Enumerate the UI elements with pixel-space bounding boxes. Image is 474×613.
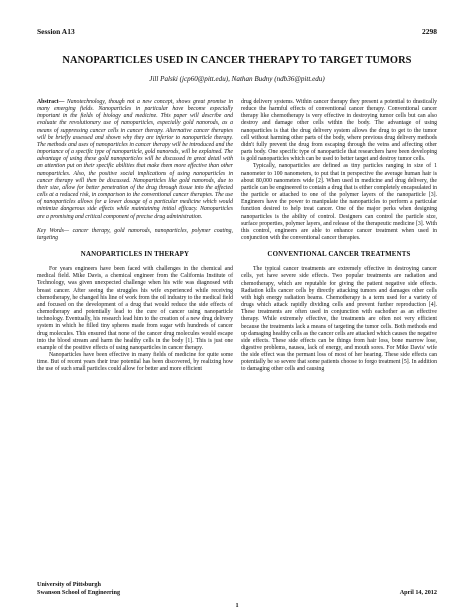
abstract-text: Nanotechnology, though not a new concept, shows great promise in many emerging fields. Nanoparticles in particular have become especially important in the fields of biology and medicine. This paper will describe and evaluate the revolutionary use of nanoparticles, especially gold nanorods, as a means of suppressing cancer cells in cancer therapy. Alternative cancer therapies will be briefly assessed and shown why they are inferior to nanoparticle therapy. The methods and uses of nanoparticles in cancer therapy will be introduced and the importance of a specific type of nanoparticle, gold nanorods, will be explained. The advantage of using these gold nanoparticles will be discussed in great detail with an attention put on their specific abilities that make them more effective than other nanoparticles. Also, the positive social implications of using nanoparticles in cancer therapy will then be discussed. Nanoparticles like gold nanorods, due to their size, allow for better penetration of the drug through tissue into the affected cells at a reduced risk, in comparison to the conventional cancer therapies. The use of nanoparticles allows for a lower dosage of a particular medicine which would minimize dangerous side effects while maintaining initial efficacy. Nanoparticles are a promising and critical component of precise drug administration. [37,99,233,220]
paper-number: 2298 [422,27,437,36]
left-column [37,99,233,373]
intro-paragraph-1: For years engineers have been faced with challenges in the chemical and medical field. Mike Davis, a chemical engineer from the California Institute of Technology, was given unexpected challenge when his wife was diagnosed with breast cancer. After seeing the struggles his wife experienced while receiving chemotherapy, he changed his line of work from the oil industry to the medical field and focused on the development of a drug that would reduce the side effects of chemotherapy and potentially lead to the cure of cancer using nanoparticle technology. Eventually, his research lead him to the creation of a new drug delivery system in which he filled tiny spheres made from sugar with hundreds of cancer drug molecules. This ensured that none of the cancer drug molecules would escape into the blood stream and harm the healthy cells in the body [1]. This is just one example of the positive effects of using nanoparticles in cancer therapy. [37,266,233,351]
abstract-lead: Abstract— [37,99,65,105]
right-column [241,99,437,374]
section-heading-nanoparticles: NANOPARTICLES IN THERAPY [80,250,190,258]
footer-date: April 14, 2012 [399,589,437,596]
right-paragraph-2: Typically, nanoparticles are defined as tiny particles ranging in size of 1 nanometer to 100 nanometers, to put that in perspective the average human hair is about 80,000 nanometers wide [2]. When used in medicine and drug delivery, the particle can be engineered to contain a drug that is either completely encapsulated in the particle or attached to one of the polymer layers of the nanoparticle [3]. Engineers have the power to manipulate the nanoparticles to perform a particular function desired to help treat cancer. One of the major perks when designing nanoparticles is the ability of control. Designers can control the particle size, surface properties, polymer layers, and release of the therapeutic medicine [3]. With this control, engineers are able to enhance cancer treatment when used in conjunction with the conventional cancer therapies. [241,163,437,241]
keywords: Key Words— cancer therapy, gold nanorods, nanoparticles, polymer coating, targeting [37,227,233,241]
footer-school: Swanson School of Engineering [37,588,121,596]
abstract [37,99,233,221]
intro-paragraph-2: Nanoparticles have been effective in many fields of medicine for quite some time. But of recent years their true potential has been discovered, by realizing how the use of such small particles could allow for better and more efficient [37,352,233,373]
section-heading-conventional: CONVENTIONAL CANCER TREATMENTS [267,251,411,259]
page-number: 1 [235,602,239,609]
footer-affiliation [37,581,120,596]
paper-title: NANOPARTICLES USED IN CANCER THERAPY TO TARGET TUMORS [62,55,412,66]
footer-university: University of Pittsburgh [37,581,101,588]
right-paragraph-3: The typical cancer treatments are extremely effective in destroying cancer cells, yet have severe side effects. Two popular treatments are radiation and chemotherapy, which are reputable for giving the patient negative side effects. Radiation kills cancer cells by directly attacking tumors and damages other cells with high energy radiation beams. Chemotherapy is a term used for a variety of drugs which attack rapidly dividing cells and prevent further reproduction [4]. These treatments are often used in conjunction with eachother as an effective therapy. While extremely effective, the treatments are often not very efficient because the treatments lack a means of targeting the tumor cells. Both methods end up damaging healthy cells as the cancer cells are attacked which causes the negative side effects. These side effects can be things from hair loss, bone marrow lose, digestive problems, nausea, lack of energy, and mouth sores. For Mike Davis' wife the side effect was the permant loss of most of her hearing. These side effects can potentially be so severe that some patients choose to forgo treatment [5]. In addition to damaging other cells and causing [241,266,437,373]
session-label: Session A13 [37,27,75,36]
right-paragraph-1: drug delivery systems. Within cancer therapy they present a potential to drastically reduce the harmful effects of conventional cancer therapy. Conventional cancer therapy like chemotherapy is very effective in destroying tumor cells but can also destroy and damage other cells within the body. The advantage of using nanoparticles is that the drug delivery system allows the drug to get to the tumor cell without harming other parts of the body, where previous drug delivery methods didn't fully prevent the drug from escaping through the veins and affecting other parts body. One specific type of nanoparticle that researchers have been developing is gold nanoparticles which can be used to better target and destroy tumor cells. [241,99,437,163]
author-line: Jill Palski (jcp60@pitt.edu), Nathan Budny (ndb36@pitt.edu) [149,75,325,83]
